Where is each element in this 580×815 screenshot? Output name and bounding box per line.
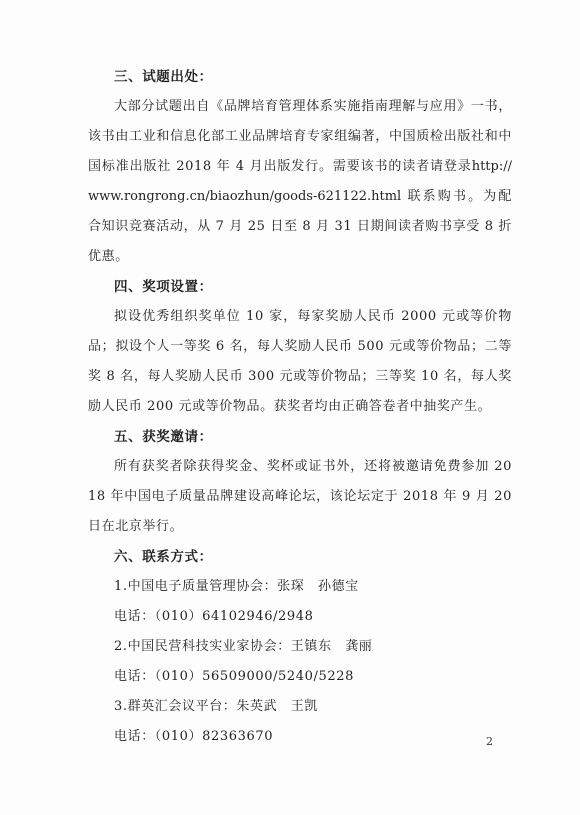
section-paragraph-invitation: 所有获奖者除获得奖金、奖杯或证书外，还将被邀请免费参加 2018 年中国电子质量品牌建设高峰论坛，该论坛定于 2018 年 9 月 20 日在北京举行。 bbox=[88, 459, 512, 534]
page-number: 2 bbox=[486, 735, 493, 748]
section-heading-source: 三、试题出处： bbox=[114, 69, 213, 85]
section-paragraph-awards: 拟设优秀组织奖单位 10 家，每家奖励人民币 2000 元或等价物品；拟设个人一等奖 6 名，每人奖励人民币 500 元或等价物品；二等奖 8 名，每人奖励人民币 300 元或等价物品；三等奖 10 名，每人奖励人民币 200 元或等价物品。获奖者均由正确答卷者中抽奖产生。 bbox=[88, 309, 512, 414]
source-text: 大部分试题出自《品牌培育管理体系实施指南理解与应用》一书，该书由工业和信息化部工业品牌培育专家组编著，中国质检出版社和中国标准出版社 2018 年 4 月出版发行。需要该书的读者请登录 bbox=[88, 99, 512, 174]
section-heading-contact: 六、联系方式： bbox=[114, 549, 213, 565]
source-text-tail: 联系购书。为配合知识竞赛活动，从 7 月 25 日至 8 月 31 日期间读者购书享受 8 折优惠。 bbox=[88, 189, 512, 264]
purchase-link[interactable]: http://www.rongrong.cn/biaozhun/goods-621122.html bbox=[88, 159, 512, 204]
document-body bbox=[88, 62, 512, 752]
section-heading-awards: 四、奖项设置： bbox=[114, 279, 213, 295]
contact-phone: 电话：（010）64102946/2948 bbox=[114, 609, 314, 624]
contact-phone: 电话：（010）56509000/5240/5228 bbox=[114, 669, 355, 684]
section-paragraph-source bbox=[88, 92, 512, 272]
section-heading-invitation: 五、获奖邀请： bbox=[114, 429, 213, 445]
contact-org: 3.群英汇会议平台：朱英武 王凯 bbox=[114, 699, 319, 714]
contact-org: 2.中国民营科技实业家协会：王镇东 龚丽 bbox=[114, 639, 373, 654]
contact-phone: 电话：（010）82363670 bbox=[114, 729, 274, 744]
contact-org: 1.中国电子质量管理协会：张琛 孙德宝 bbox=[114, 579, 359, 594]
